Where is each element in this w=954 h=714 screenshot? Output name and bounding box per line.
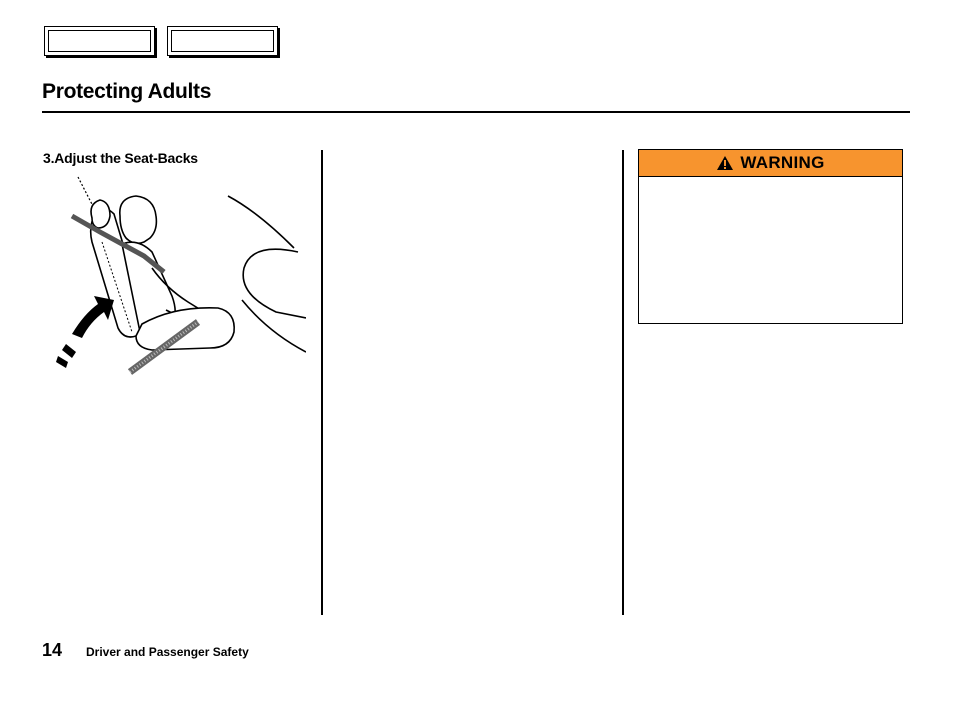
seatback-illustration-icon	[48, 172, 306, 392]
nav-button-1-frame	[48, 30, 151, 52]
warning-box	[638, 149, 903, 324]
column-divider-left	[321, 150, 323, 615]
section-heading: 3.Adjust the Seat-Backs	[43, 150, 198, 166]
footer-section-name: Driver and Passenger Safety	[86, 645, 249, 659]
nav-button-2[interactable]	[167, 26, 278, 56]
column-divider-right	[622, 150, 624, 615]
title-rule	[42, 111, 910, 113]
page-number: 14	[42, 640, 63, 660]
warning-header	[639, 150, 902, 177]
warning-label: WARNING	[740, 153, 825, 172]
warning-triangle-icon	[716, 155, 734, 171]
page-title: Protecting Adults	[42, 80, 212, 103]
nav-button-2-frame	[171, 30, 274, 52]
nav-button-1[interactable]	[44, 26, 155, 56]
